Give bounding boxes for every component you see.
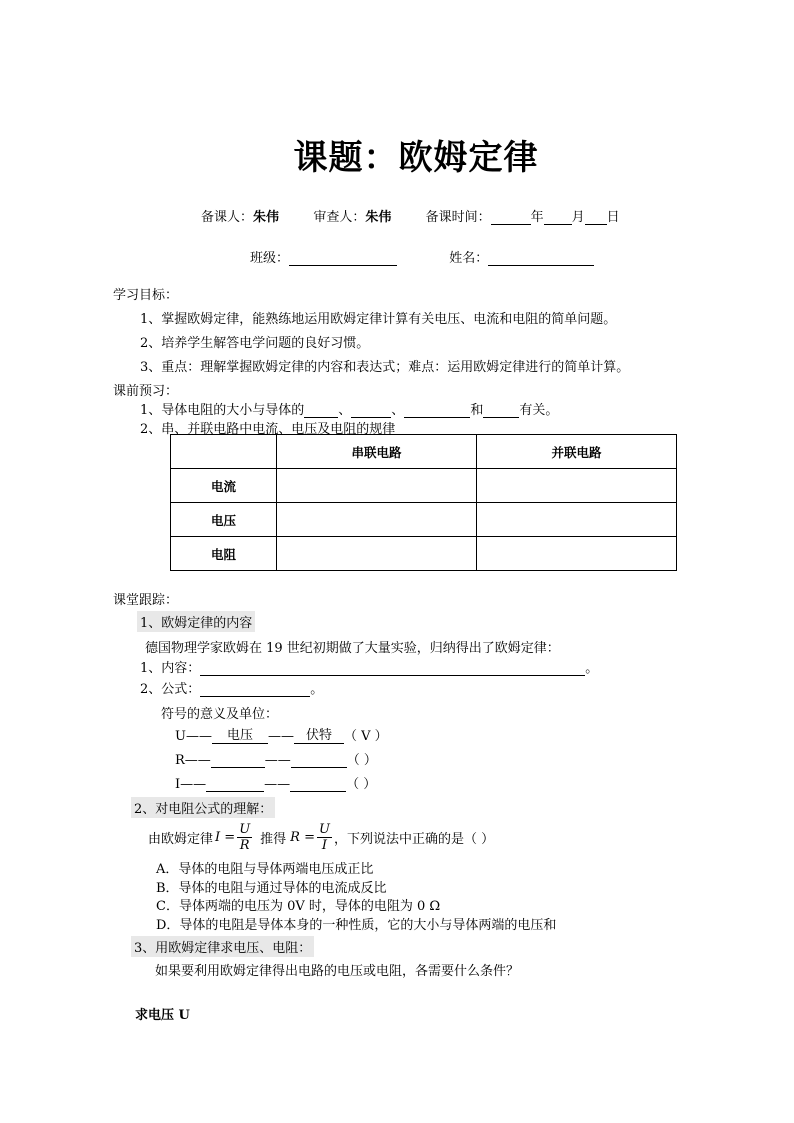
formula-mid: 推得 (260, 831, 287, 847)
option-c[interactable]: C．导体两端的电压为 0V 时，导体的电阻为 0 Ω (156, 899, 441, 914)
symbol-row-i (175, 773, 376, 792)
name-blank[interactable] (488, 252, 594, 266)
table-header-row (171, 435, 677, 469)
content-line (140, 657, 598, 676)
month-label: 月 (571, 210, 585, 225)
r-symbol: R—— (175, 753, 211, 768)
r-meaning-blank[interactable] (211, 754, 265, 768)
table-header-series: 串联电路 (277, 435, 477, 469)
q1-sep: 、 (338, 403, 352, 418)
section-1-title: 1、欧姆定律的内容 (137, 611, 255, 632)
cell-parallel-resistance[interactable] (477, 537, 677, 571)
option-d[interactable]: D．导体的电阻是导体本身的一种性质，它的大小与导体两端的电压和 (156, 918, 557, 933)
formula-tail: ，下列说法中正确的是（ ） (333, 831, 495, 847)
formula-2-lhs: R = (290, 829, 315, 845)
year-label: 年 (530, 210, 544, 225)
u-meaning: 电压 (212, 729, 268, 744)
q1-suffix: 有关。 (519, 403, 559, 418)
formula-blank[interactable] (200, 683, 310, 697)
q1-and: 和 (470, 403, 484, 418)
objectives-heading: 学习目标： (113, 288, 179, 303)
formula-1-den: R (239, 837, 250, 853)
content-blank[interactable] (200, 662, 585, 676)
i-symbol: I—— (175, 777, 207, 792)
preview-heading: 课前预习： (113, 384, 179, 399)
section-1-intro: 德国物理学家欧姆在 19 世纪初期做了大量实验，归纳得出了欧姆定律： (145, 641, 560, 656)
option-b[interactable]: B．导体的电阻与通过导体的电流成反比 (156, 881, 387, 896)
cell-series-resistance[interactable] (277, 537, 477, 571)
q1-sep: 、 (391, 403, 405, 418)
class-blank[interactable] (289, 252, 397, 266)
table-corner-cell (171, 435, 277, 469)
year-blank[interactable] (491, 211, 531, 225)
symbol-row-r (175, 749, 377, 768)
ohm-formula-line (148, 818, 494, 856)
r-unit-blank[interactable] (291, 754, 347, 768)
name-label: 姓名： (449, 251, 489, 266)
row-label-resistance: 电阻 (171, 537, 277, 571)
table-row (171, 537, 677, 571)
u-symbol: U—— (175, 729, 212, 744)
table-row (171, 503, 677, 537)
row-label-current: 电流 (171, 469, 277, 503)
q1-blank-2[interactable] (351, 404, 391, 418)
formula-label: 2、公式： (140, 682, 201, 697)
cell-series-current[interactable] (277, 469, 477, 503)
cell-series-voltage[interactable] (277, 503, 477, 537)
comparison-table (170, 434, 677, 571)
formula-1-fraction (237, 822, 252, 853)
dash: —— (264, 753, 291, 768)
formula-lead: 由欧姆定律 (148, 831, 214, 847)
objective-item: 3、重点：理解掌握欧姆定律的内容和表达式；难点：运用欧姆定律进行的简单计算。 (140, 360, 630, 375)
option-a[interactable]: A．导体的电阻与导体两端电压成正比 (156, 862, 374, 877)
dash: —— (264, 777, 291, 792)
row-label-voltage: 电压 (171, 503, 277, 537)
symbols-heading: 符号的意义及单位： (161, 707, 279, 722)
formula-1-lhs: I = (215, 829, 236, 845)
preview-question-2: 2、串、并联电路中电流、电压及电阻的规律 (140, 422, 396, 437)
formula-1-num: U (239, 821, 251, 837)
formula-end: 。 (310, 682, 324, 697)
tracking-heading: 课堂跟踪： (113, 593, 179, 608)
preparer-label: 备课人： (201, 210, 254, 225)
formula-2-fraction (317, 822, 332, 853)
u-unit: 伏特 (294, 729, 344, 744)
cell-parallel-current[interactable] (477, 469, 677, 503)
day-blank[interactable] (585, 211, 607, 225)
day-label: 日 (606, 210, 620, 225)
month-blank[interactable] (544, 211, 572, 225)
formula-2-den: I (321, 837, 328, 853)
formula-2-num: U (319, 821, 330, 837)
time-label: 备课时间： (425, 210, 491, 225)
u-abbr: （ V ） (343, 729, 388, 744)
reviewer-label: 审查人： (313, 210, 366, 225)
i-meaning-blank[interactable] (206, 778, 264, 792)
class-name-line (250, 247, 594, 266)
r-abbr: （ ） (346, 753, 377, 768)
q1-blank-4[interactable] (483, 404, 519, 418)
objective-item: 2、培养学生解答电学问题的良好习惯。 (140, 336, 370, 351)
meta-line (201, 206, 620, 225)
q1-prefix: 1、导体电阻的大小与导体的 (140, 403, 305, 418)
content-label: 1、内容： (140, 661, 201, 676)
reviewer-name: 朱伟 (365, 210, 392, 225)
class-label: 班级： (250, 251, 290, 266)
i-abbr: （ ） (346, 777, 377, 792)
q1-blank-1[interactable] (304, 404, 338, 418)
find-voltage-heading: 求电压 U (135, 1008, 190, 1023)
q1-blank-3[interactable] (404, 404, 470, 418)
section-3-question: 如果要利用欧姆定律得出电路的电压或电阻，各需要什么条件？ (155, 964, 520, 979)
table-row (171, 469, 677, 503)
cell-parallel-voltage[interactable] (477, 503, 677, 537)
page-title: 课题：欧姆定律 (293, 138, 539, 178)
table-header-parallel: 并联电路 (477, 435, 677, 469)
preparer-name: 朱伟 (253, 210, 280, 225)
content-end: 。 (585, 661, 599, 676)
i-unit-blank[interactable] (290, 778, 346, 792)
preview-question-1 (140, 399, 558, 418)
section-3-title: 3、用欧姆定律求电压、电阻： (131, 936, 314, 957)
objective-item: 1、掌握欧姆定律，能熟练地运用欧姆定律计算有关电压、电流和电阻的简单问题。 (140, 312, 617, 327)
symbol-row-u (175, 725, 388, 744)
section-2-title: 2、对电阻公式的理解： (131, 797, 275, 818)
dash: —— (267, 729, 294, 744)
formula-line (140, 678, 323, 697)
